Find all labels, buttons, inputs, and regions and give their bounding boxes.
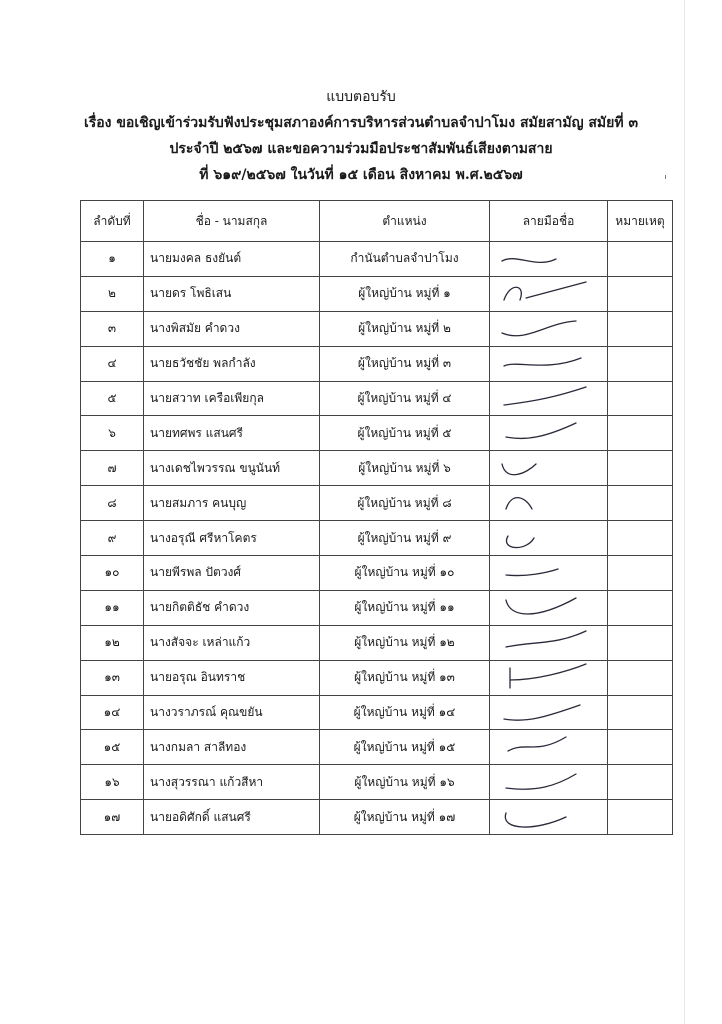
row-number: ๑๗ [81,800,144,835]
row-full-name: นายสมภาร คนบุญ [144,486,320,521]
row-full-name: นายสวาท เครือเพียกุล [144,381,320,416]
row-signature-cell [490,800,608,835]
row-signature-cell [490,451,608,486]
document-subject-line2: ประจำปี ๒๕๖๗ และขอความร่วมมือประชาสัมพันธ์เสียงตามสาย [169,141,553,157]
row-position: ผู้ใหญ่บ้าน หมู่ที่ ๒ [320,311,490,346]
row-number: ๒ [81,276,144,311]
handwritten-signature [496,243,596,275]
handwritten-signature [496,592,596,624]
table-header-row [81,201,673,242]
row-number: ๑๖ [81,765,144,800]
row-number: ๑๕ [81,730,144,765]
row-position: ผู้ใหญ่บ้าน หมู่ที่ ๑๕ [320,730,490,765]
row-signature-cell [490,556,608,591]
row-full-name: นางสัจจะ เหล่าแก้ว [144,625,320,660]
row-full-name: นางอรุณี ศรีหาโคตร [144,521,320,556]
handwritten-signature [496,348,596,380]
table-row [81,416,673,451]
row-full-name: นายมงคล ธงยันต์ [144,242,320,277]
signature-stroke [504,358,581,366]
table-row [81,695,673,730]
row-number: ๓ [81,311,144,346]
row-position: ผู้ใหญ่บ้าน หมู่ที่ ๑๔ [320,695,490,730]
handwritten-signature [496,801,596,833]
row-signature-cell [490,625,608,660]
signature-stroke [502,259,556,263]
row-note [608,416,673,451]
row-note [608,590,673,625]
row-signature-cell [490,486,608,521]
signature-stroke [506,498,532,509]
handwritten-signature [496,662,596,694]
table-row [81,660,673,695]
row-position: ผู้ใหญ่บ้าน หมู่ที่ ๓ [320,346,490,381]
row-signature-cell [490,346,608,381]
handwritten-signature [496,522,596,554]
row-signature-cell [490,660,608,695]
row-number: ๑๐ [81,556,144,591]
table-row [81,381,673,416]
table-row [81,451,673,486]
handwritten-signature [496,278,596,310]
row-number: ๑๑ [81,590,144,625]
table-row [81,800,673,835]
table-row [81,276,673,311]
table-row [81,765,673,800]
row-full-name: นางกมลา สาลีทอง [144,730,320,765]
document-subject: เรื่อง ขอเชิญเข้าร่วมรับฟังประชุมสภาองค์การบริหารส่วนตำบลจำปาโมง สมัยสามัญ สมัยที่ ๓ [83,115,639,131]
signature-stroke [505,813,566,827]
row-note [608,346,673,381]
table-row [81,242,673,277]
row-signature-cell [490,276,608,311]
column-header-note: หมายเหตุ [608,201,673,242]
row-position: ผู้ใหญ่บ้าน หมู่ที่ ๑๒ [320,625,490,660]
row-full-name: นายกิตติธัช คำดวง [144,590,320,625]
row-note [608,381,673,416]
signature-stroke [508,737,566,751]
row-full-name: นายอรุณ อินทราช [144,660,320,695]
row-position: ผู้ใหญ่บ้าน หมู่ที่ ๕ [320,416,490,451]
row-note [608,242,673,277]
reply-table [80,200,673,835]
row-number: ๑๒ [81,625,144,660]
table-row [81,521,673,556]
signature-stroke [504,282,586,300]
table-row [81,346,673,381]
handwritten-signature [496,313,596,345]
signature-stroke [506,569,558,576]
row-signature-cell [490,242,608,277]
row-full-name: นายดร โพธิเสน [144,276,320,311]
signature-stroke [510,664,586,688]
row-number: ๑ [81,242,144,277]
row-full-name: นางเดชไพวรรณ ขนูนันท์ [144,451,320,486]
row-number: ๑๔ [81,695,144,730]
document-reference-line: ที่ ๖๑๙/๒๕๖๗ ในวันที่ ๑๕ เดือน สิงหาคม พ.ศ.๒๕๖๗ [199,167,523,183]
row-full-name: นางวราภรณ์ คุณขยัน [144,695,320,730]
row-signature-cell [490,416,608,451]
row-position: ผู้ใหญ่บ้าน หมู่ที่ ๖ [320,451,490,486]
row-note [608,730,673,765]
row-note [608,486,673,521]
row-note [608,625,673,660]
document-title: แบบตอบรับ [326,89,396,105]
column-header-no: ลำดับที่ [81,201,144,242]
signature-stroke [502,464,536,475]
table-row [81,556,673,591]
signature-stroke [506,598,576,614]
table-row [81,625,673,660]
signature-stroke [506,423,576,438]
row-signature-cell [490,521,608,556]
table-row [81,311,673,346]
row-position: ผู้ใหญ่บ้าน หมู่ที่ ๑๑ [320,590,490,625]
row-note [608,276,673,311]
handwritten-signature [496,697,596,729]
row-position: ผู้ใหญ่บ้าน หมู่ที่ ๘ [320,486,490,521]
handwritten-signature [496,487,596,519]
row-full-name: นายพีรพล ปัตวงศ์ [144,556,320,591]
row-number: ๕ [81,381,144,416]
signature-stroke [504,387,586,405]
handwritten-signature [496,383,596,415]
row-number: ๗ [81,451,144,486]
handwritten-signature [496,766,596,798]
signature-stroke [506,631,586,647]
row-full-name: นางพิสมัย คำดวง [144,311,320,346]
handwritten-signature [496,557,596,589]
row-position: ผู้ใหญ่บ้าน หมู่ที่ ๑๗ [320,800,490,835]
row-full-name: นายธวัชชัย พลกำลัง [144,346,320,381]
row-full-name: นายทศพร แสนศรี [144,416,320,451]
table-row [81,730,673,765]
signature-stroke [506,774,576,789]
row-number: ๘ [81,486,144,521]
handwritten-signature [496,417,596,449]
table-row [81,486,673,521]
row-position: กำนันตำบลจำปาโมง [320,242,490,277]
signature-stroke [506,536,534,548]
row-number: ๖ [81,416,144,451]
row-signature-cell [490,730,608,765]
row-note [608,660,673,695]
row-signature-cell [490,765,608,800]
column-header-name: ชื่อ - นามสกุล [144,201,320,242]
handwritten-signature [496,627,596,659]
row-position: ผู้ใหญ่บ้าน หมู่ที่ ๑๖ [320,765,490,800]
row-signature-cell [490,311,608,346]
table-row [81,590,673,625]
row-number: ๑๓ [81,660,144,695]
row-full-name: นายอดิศักดิ์ แสนศรี [144,800,320,835]
table-body [81,242,673,835]
row-note [608,311,673,346]
row-number: ๔ [81,346,144,381]
row-note [608,521,673,556]
row-signature-cell [490,590,608,625]
handwritten-signature [496,731,596,763]
column-header-signature: ลายมือชื่อ [490,201,608,242]
row-note [608,451,673,486]
signature-stroke [502,321,576,336]
row-position: ผู้ใหญ่บ้าน หมู่ที่ ๑๓ [320,660,490,695]
row-note [608,695,673,730]
row-position: ผู้ใหญ่บ้าน หมู่ที่ ๙ [320,521,490,556]
row-position: ผู้ใหญ่บ้าน หมู่ที่ ๔ [320,381,490,416]
signature-stroke [504,705,580,720]
row-note [608,800,673,835]
row-note [608,765,673,800]
column-header-position: ตำแหน่ง [320,201,490,242]
document-header [0,84,722,188]
row-position: ผู้ใหญ่บ้าน หมู่ที่ ๑๐ [320,556,490,591]
row-signature-cell [490,381,608,416]
row-note [608,556,673,591]
row-position: ผู้ใหญ่บ้าน หมู่ที่ ๑ [320,276,490,311]
handwritten-signature [496,452,596,484]
row-number: ๙ [81,521,144,556]
row-full-name: นางสุวรรณา แก้วสีหา [144,765,320,800]
row-signature-cell [490,695,608,730]
